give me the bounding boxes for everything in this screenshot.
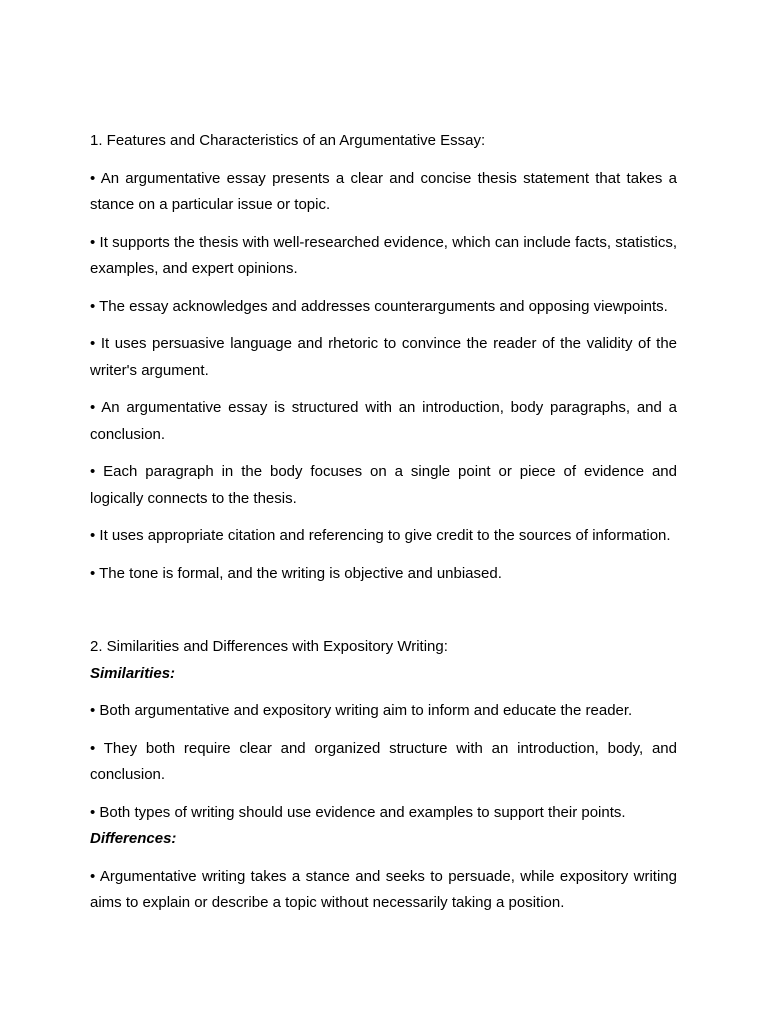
section2-heading: 2. Similarities and Differences with Expository Writing: [90,638,448,655]
section1-bullet-7: • It uses appropriate citation and referencing to give credit to the sources of information. [90,527,671,544]
section1-bullet-1: • An argumentative essay presents a clear and concise thesis statement that takes a stance on a particular issue or topic. [90,169,677,213]
difference-bullet-1: • Argumentative writing takes a stance and seeks to persuade, while expository writing aims to explain or describe a topic without necessarily taking a position. [90,867,677,911]
section1-bullet-5: • An argumentative essay is structured with an introduction, body paragraphs, and a conclusion. [90,399,677,443]
similarity-bullet-1: • Both argumentative and expository writing aim to inform and educate the reader. [90,702,633,719]
section1-bullet-4: • It uses persuasive language and rhetoric to convince the reader of the validity of the writer's argument. [90,335,677,379]
section1-bullet-8: • The tone is formal, and the writing is objective and unbiased. [90,564,502,582]
similarity-bullet-2: • They both require clear and organized structure with an introduction, body, and conclusion. [90,739,677,783]
section1-heading: 1. Features and Characteristics of an Argumentative Essay: [90,132,486,149]
differences-label: Differences: [90,830,177,847]
section1-bullet-3: • The essay acknowledges and addresses counterarguments and opposing viewpoints. [90,297,668,315]
similarities-label: Similarities: [90,664,176,682]
section1-bullet-2: • It supports the thesis with well-researched evidence, which can include facts, statistics, examples, and expert opinions. [90,233,677,277]
document-page [90,128,677,917]
section1-bullet-6: • Each paragraph in the body focuses on a single point or piece of evidence and logically connects to the thesis. [90,463,677,507]
similarity-bullet-3: • Both types of writing should use evidence and examples to support their points. [90,803,626,821]
